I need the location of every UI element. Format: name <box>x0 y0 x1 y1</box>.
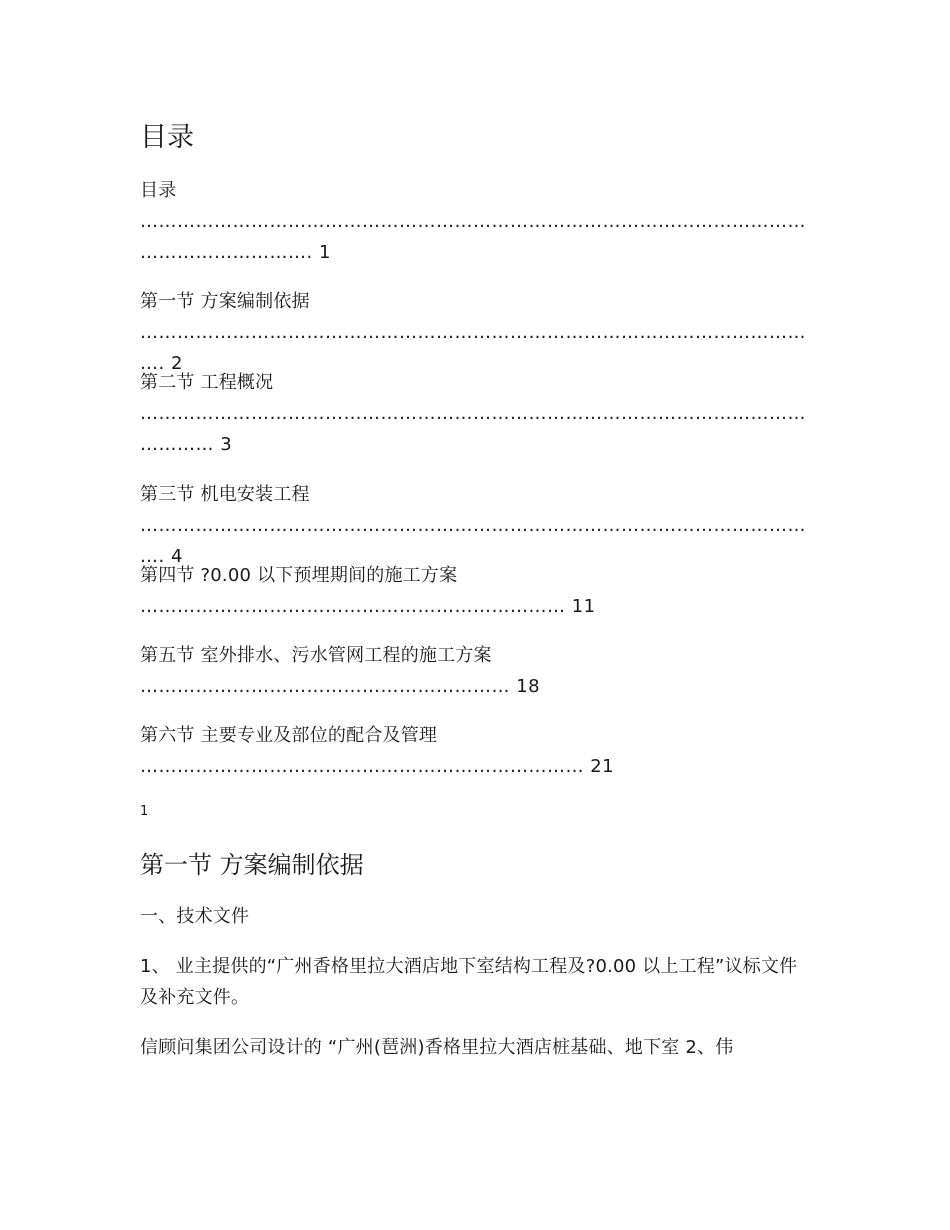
toc-entry[interactable] <box>140 175 808 268</box>
toc-title: 目录 <box>140 122 194 153</box>
toc-entry-leader: …………………………………………………………………………………………………. 2 <box>140 322 806 374</box>
section-subheading: 一、技术文件 <box>140 906 250 927</box>
body-paragraph: 信顾问集团公司设计的 “广州(琶洲)香格里拉大酒店桩基础、地下室 2、伟 <box>140 1037 734 1058</box>
toc-entry-label: 第四节 ?0.00 以下预埋期间的施工方案 <box>140 565 458 586</box>
toc-entry[interactable] <box>140 720 808 782</box>
toc-entry[interactable] <box>140 367 808 460</box>
section-heading: 第一节 方案编制依据 <box>140 851 364 879</box>
toc-entry-label: 目录 <box>140 180 177 201</box>
toc-entry-leader: ………………………………………………………………………………………………………………………. 1 <box>140 211 806 263</box>
toc-entry[interactable] <box>140 479 808 572</box>
toc-entry[interactable] <box>140 286 808 379</box>
toc-entry-label: 第二节 工程概况 <box>140 372 274 393</box>
toc-entry-label: 第三节 机电安装工程 <box>140 484 310 505</box>
toc-entry-leader: …………………………………………………… 18 <box>140 676 541 697</box>
toc-entry-label: 第一节 方案编制依据 <box>140 291 310 312</box>
toc-entry-leader: …………………………………………………………………………………………………. 4 <box>140 515 806 567</box>
toc-entry-leader: …………………………………………………………… 11 <box>140 596 596 617</box>
toc-entry-label: 第五节 室外排水、污水管网工程的施工方案 <box>140 645 492 666</box>
page-number: 1 <box>140 804 149 819</box>
toc-entry-leader: ……………………………………………………………… 21 <box>140 756 615 777</box>
toc-entry[interactable] <box>140 560 808 622</box>
toc-entry-leader: ………………………………………………………………………………………………………… 3 <box>140 403 806 455</box>
body-paragraph: 1、 业主提供的“广州香格里拉大酒店地下室结构工程及?0.00 以上工程”议标文件及补充文件。 <box>140 956 798 1008</box>
toc-entry-label: 第六节 主要专业及部位的配合及管理 <box>140 725 438 746</box>
toc-entry[interactable] <box>140 640 808 702</box>
